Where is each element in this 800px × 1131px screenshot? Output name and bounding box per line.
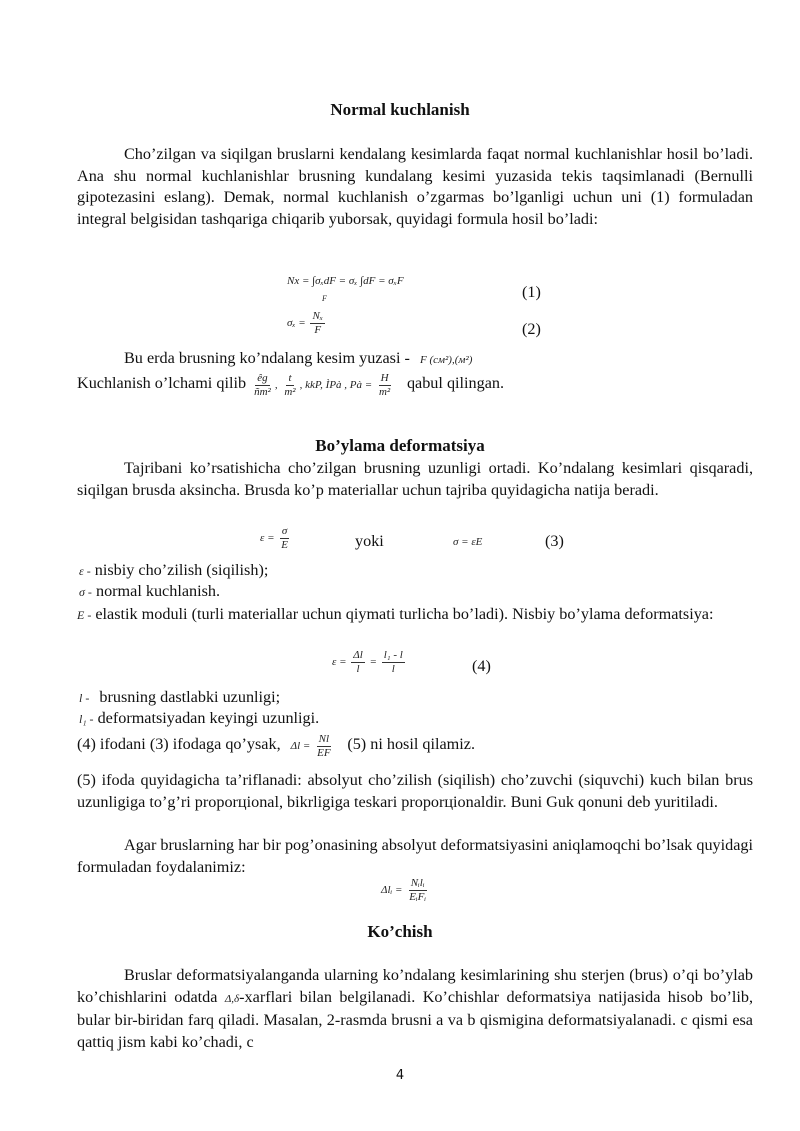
formula-3-fraction xyxy=(279,525,290,552)
formula-6-num: Nᵢlᵢ xyxy=(410,877,425,889)
unit-2-num: t xyxy=(288,372,292,384)
l1-definition: deformatsiyadan keyingi uzunligi. xyxy=(97,709,320,727)
definition-sigma xyxy=(79,582,220,601)
formula-4-lhs: ε = xyxy=(332,656,347,669)
unit-1-den: ñm² xyxy=(254,386,271,398)
kochish-text-end: -xarflari bilan belgilanadi. Ko’chishlar deformatsiya natijasida hisob bo’lib, bular bir-biridan farq qiladi. Masalan, 2-rasmda brusni a va b qismigina deformatsiyalanadi. c qismi esa qattiq jism kabi ko’chadi, c xyxy=(77,987,753,1051)
formula-1 xyxy=(287,275,404,287)
formula-1-text: Nx = ∫σₓdF = σₓ ∫dF = σₓF xyxy=(287,275,404,287)
formula-5 xyxy=(290,733,338,759)
formula-1-integral-sub: F xyxy=(322,294,327,303)
formula-2-fraction xyxy=(310,310,324,337)
formula-5-fraction xyxy=(315,733,332,760)
l-symbol: l - xyxy=(79,691,90,705)
formula-2-lhs: σₓ = xyxy=(287,317,306,330)
formula-4-fraction-2 xyxy=(382,649,405,676)
units-end-text: qabul qilingan. xyxy=(406,374,505,393)
E-symbol: E - xyxy=(77,608,92,622)
epsilon-symbol: ε - xyxy=(79,564,91,578)
yoki-word: yoki xyxy=(355,532,384,550)
formula-2-den: F xyxy=(314,324,322,336)
equation-number-4: (4) xyxy=(472,657,491,675)
formula-3-rhs: σ = εE xyxy=(453,536,483,548)
units-formulas: $\frac{êg}{\text{ñm²}}$ , $\frac{t}{\text{m²}}$ , kkP, ÌPà , Pà = $\frac{H}{\text{m²}}$ xyxy=(254,372,391,398)
heading-boylama-deformatsiya: Bo’ylama deformatsiya xyxy=(315,436,485,455)
formula-5-den: EF xyxy=(317,747,331,759)
page-number: 4 xyxy=(395,1068,405,1083)
formula-4-num-1: Δl xyxy=(353,649,363,661)
formula-5-lhs: Δl = xyxy=(290,740,311,753)
formula-2-num: Nₓ xyxy=(312,310,323,322)
sigma-symbol: σ - xyxy=(79,585,92,599)
definition-epsilon xyxy=(79,561,268,580)
formula-3-lhs: ε = xyxy=(260,532,275,545)
formula-3-num: σ xyxy=(281,525,288,537)
area-line xyxy=(124,349,472,368)
unit-2-den: m² xyxy=(284,386,296,398)
formula-4-num-2: l₁ - l xyxy=(383,649,403,661)
equation-number-1: (1) xyxy=(522,283,541,301)
sigma-definition: normal kuchlanish. xyxy=(95,582,221,600)
formula-2 xyxy=(287,310,327,337)
formula-4-den-1: l xyxy=(356,663,360,675)
unit-fraction-1 xyxy=(252,372,273,399)
unit-1-num: êg xyxy=(257,372,268,384)
l-definition: brusning dastlabki uzunligi; xyxy=(99,688,281,706)
paragraph-guk-qonuni: (5) ifoda quyidagicha ta’riflanadi: absolyut cho’zilish (siqilish) cho’zuvchi (siquvchi) kuch bilan brus uzunligiga to’g’ri proporцional, bikrligiga teskari proporцionaldir. Buni Guk qonuni deb yuritiladi. xyxy=(77,771,753,811)
units-text: Kuchlanish o’lchami qilib xyxy=(77,374,247,393)
definition-E xyxy=(77,604,753,627)
heading-kochish: Ko’chish xyxy=(367,922,433,941)
heading-normal-kuchlanish: Normal kuchlanish xyxy=(330,100,470,119)
paragraph-intro: Cho’zilgan va siqilgan bruslarni kendalang kesimlarda faqat normal kuchlanishlar hosil bo’ladi. Ana shu normal kuchlanishlar brusning kundalang kesimi yuzasida tekis taqsimlanadi (Bernulli gipotezasini eslang). Demak, normal kuchlanish o’zgarmas bo’lganligi uchun uni (1) formuladan integral belgisidan tashqariga chiqarib yuborsak, quyidagi formula hosil bo’ladi: xyxy=(77,145,753,228)
formula-5-line xyxy=(77,733,475,760)
area-text: Bu erda brusning ko’ndalang kesim yuzasi - xyxy=(124,349,410,367)
units-line xyxy=(77,372,504,399)
unit-4-den: m² xyxy=(378,386,391,398)
equation-number-3: (3) xyxy=(545,532,564,550)
kochish-text-start: Bruslar deformatsiyalanganda ularning ko’ndalang kesimlarining shu sterjen (brus) o’qi bo’ylab ko’chishlarini odatda xyxy=(77,966,753,1006)
unit-3: kkP, ÌPà , Pà = xyxy=(305,379,373,392)
formula-4-fraction-1 xyxy=(351,649,365,676)
epsilon-definition: nisbiy cho’zilish (siqilish); xyxy=(94,561,269,579)
formula-5-text-end: (5) ni hosil qilamiz. xyxy=(347,735,475,754)
E-definition: elastik moduli (turli materiallar uchun qiymati turlicha bo’ladi). Nisbiy bo’ylama deformatsiya: xyxy=(95,605,714,623)
paragraph-tajriba: Tajribani ko’rsatishicha cho’zilgan brusning uzunligi ortadi. Ko’ndalang kesimlari qisqaradi, siqilgan brusda aksincha. Brusda ko’p materiallar uchun tajriba quyidagicha natija beradi. xyxy=(77,459,753,499)
formula-5-text-start: (4) ifodani (3) ifodaga qo’ysak, xyxy=(77,735,281,754)
paragraph-kochish xyxy=(77,965,753,1053)
formula-4: ε = $\frac{\Delta l}{l}$ = $\frac{\text{l₁ - l}}{l}$ xyxy=(332,649,403,675)
unit-4-num: H xyxy=(380,372,389,384)
formula-6 xyxy=(381,877,430,904)
area-units: F (см²),(м²) xyxy=(419,354,473,366)
l1-symbol: l₁ - xyxy=(79,712,94,726)
formula-6-fraction xyxy=(407,877,428,904)
formula-3 xyxy=(260,525,292,552)
formula-6-lhs: Δlᵢ = xyxy=(381,884,403,897)
unit-fraction-4 xyxy=(377,372,392,399)
formula-4-den-2: l xyxy=(391,663,395,675)
definition-l xyxy=(79,688,280,707)
unit-fraction-2 xyxy=(282,372,297,399)
delta-symbols: Δ,δ xyxy=(224,992,240,1005)
definition-l1 xyxy=(79,709,319,728)
equation-number-2: (2) xyxy=(522,320,541,338)
paragraph-pogona: Agar bruslarning har bir pog’onasining absolyut deformatsiyasini aniqlamoqchi bo’lsak quyidagi formuladan foydalanimiz: xyxy=(77,836,753,876)
formula-3-den: E xyxy=(281,539,288,551)
formula-5-num: Nl xyxy=(318,733,330,745)
formula-6-den: EᵢFᵢ xyxy=(409,891,427,903)
